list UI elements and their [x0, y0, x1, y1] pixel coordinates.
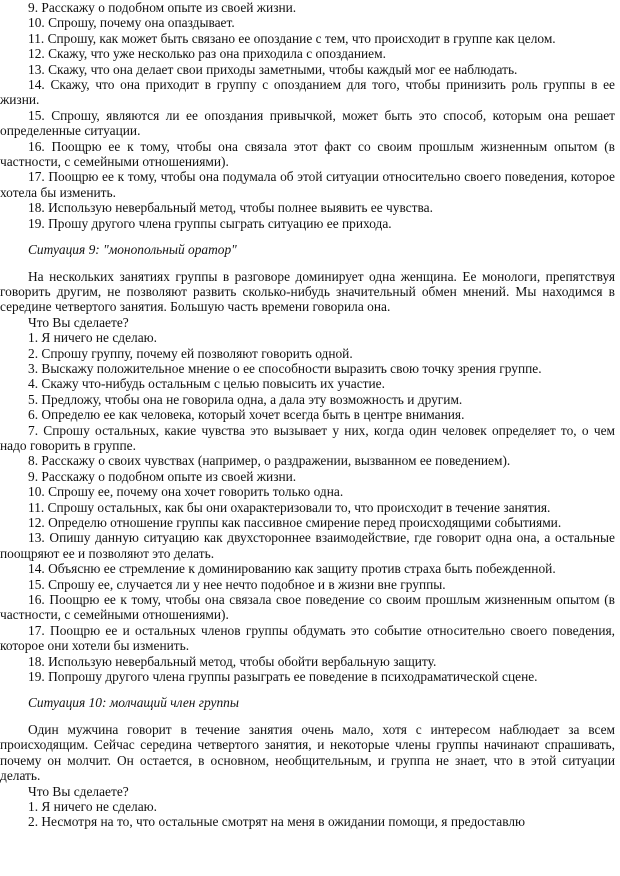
list-item: 11. Спрошу остальных, как бы они охарактеризовали то, что происходит в течение занятия. — [28, 499, 551, 515]
list-item: 13. Скажу, что она делает свои приходы заметными, чтобы каждый мог ее наблюдать. — [28, 61, 518, 77]
list-item: 18. Использую невербальный метод, чтобы полнее выявить ее чувства. — [28, 200, 433, 216]
list-item: 2. Спрошу группу, почему ей позволяют говорить одной. — [28, 345, 353, 361]
list-item: 10. Спрошу, почему она опаздывает. — [28, 15, 235, 31]
section-heading-situation-9: Ситуация 9: "монопольный оратор" — [28, 242, 237, 258]
list-item: 3. Выскажу положительное мнение о ее способности выразить свою точку зрения группе. — [28, 360, 542, 376]
list-item: 18. Использую невербальный метод, чтобы обойти вербальную защиту. — [28, 653, 437, 669]
list-item: 12. Скажу, что уже несколько раз она приходила с опозданием. — [28, 46, 386, 62]
list-item: 12. Определю отношение группы как пассивное смирение перед происходящими событиями. — [28, 515, 562, 530]
list-item: 17. Поощрю ее к тому, чтобы она подумала об этой ситуации относительно своего поведения, которое хотела бы изменить. — [0, 169, 615, 200]
situation-description: На нескольких занятиях группы в разговоре доминирует одна женщина. Ее монологи, препятствуя говорить другим, не позволяют развить сколько-нибудь значительный обмен мнений. Мы находимся в середине четвертого занятия. Большую часть времени говорила она. — [0, 268, 615, 315]
list-item: 5. Предложу, чтобы она не говорила одна, а дала эту возможность и другим. — [28, 391, 463, 407]
list-item: 4. Скажу что-нибудь остальным с целью повысить их участие. — [28, 376, 385, 392]
list-item: 17. Поощрю ее и остальных членов группы обдумать это событие относительно своего поведения, которое они хотели бы изменить. — [0, 622, 615, 654]
list-item: 1. Я ничего не сделаю. — [28, 798, 158, 814]
question-text: Что Вы сделаете? — [28, 783, 129, 799]
list-item: 7. Спрошу остальных, какие чувства это вызывает у них, когда один человек определяет то, о чем надо говорить в группе. — [0, 422, 615, 453]
list-item: 9. Расскажу о подобном опыте из своей жизни. — [28, 0, 297, 15]
section-heading-situation-10: Ситуация 10: молчащий член группы — [28, 695, 239, 711]
list-item: 19. Попрошу другого члена группы разыграть ее поведение в психодраматической сцене. — [28, 669, 538, 685]
list-item: 16. Поощрю ее к тому, чтобы она связала свое поведение со своим прошлым жизненным опытом (в частности, с семейными отношениями). — [0, 592, 615, 623]
list-item: 15. Спрошу ее, случается ли у нее нечто подобное и в жизни вне группы. — [28, 576, 446, 592]
list-item: 6. Определю ее как человека, который хочет всегда быть в центре внимания. — [28, 407, 465, 423]
list-item: 11. Спрошу, как может быть связано ее опоздание с тем, что происходит в группе как целом. — [28, 30, 556, 46]
spacer — [0, 684, 615, 695]
situation-description: Один мужчина говорит в течение занятия очень мало, хотя с интересом наблюдает за всем происходящим. Сейчас середина четвертого занятия, и некоторые члены группы начинают спрашивать, почему он молчит. Он остается, в основном, необщительным, и группа не знает, что в этой ситуации делать. — [0, 721, 615, 784]
list-item: 14. Объясню ее стремление к доминированию как защиту против страха быть побежденной. — [28, 561, 556, 577]
list-item: 15. Спрошу, являются ли ее опоздания привычкой, может быть это способ, которым она решает определенные ситуации. — [0, 107, 615, 139]
list-item: 13. Опишу данную ситуацию как двухстороннее взаимодействие, где говорит одна она, а остальные поощряют ее и позволяют это делать. — [0, 530, 615, 561]
spacer — [0, 711, 615, 722]
list-item: 1. Я ничего не сделаю. — [28, 330, 158, 346]
list-item: 10. Спрошу ее, почему она хочет говорить только одна. — [28, 484, 344, 500]
list-item: 9. Расскажу о подобном опыте из своей жизни. — [28, 468, 297, 484]
list-item: 14. Скажу, что она приходит в группу с опозданием для того, чтобы принизить роль группы в ее жизни. — [0, 77, 615, 108]
spacer — [0, 231, 615, 242]
list-item: 19. Прошу другого члена группы сыграть ситуацию ее прихода. — [28, 215, 392, 231]
question-text: Что Вы сделаете? — [28, 314, 129, 330]
list-item: 2. Несмотря на то, что остальные смотрят на меня в ожидании помощи, я предоставлю — [28, 814, 526, 830]
spacer — [0, 258, 615, 269]
list-item: 8. Расскажу о своих чувствах (например, о раздражении, вызванном ее поведением). — [28, 453, 511, 469]
list-item: 16. Поощрю ее к тому, чтобы она связала этот факт со своим прошлым жизненным опытом (в частности, с семейными отношениями). — [0, 138, 615, 170]
